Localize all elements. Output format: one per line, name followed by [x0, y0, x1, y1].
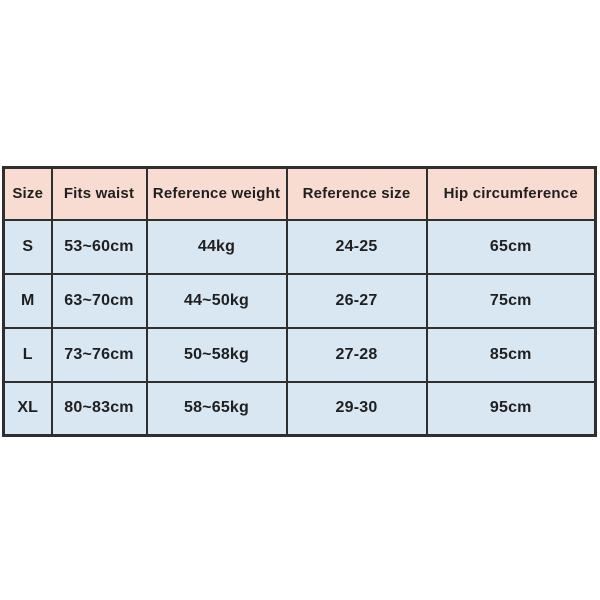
cell-hip-circumference: 85cm: [427, 328, 596, 382]
cell-fits-waist: 53~60cm: [52, 220, 147, 274]
cell-size: L: [4, 328, 52, 382]
column-header-reference-weight: Reference weight: [147, 168, 287, 220]
cell-size: M: [4, 274, 52, 328]
cell-hip-circumference: 65cm: [427, 220, 596, 274]
cell-fits-waist: 63~70cm: [52, 274, 147, 328]
cell-reference-weight: 58~65kg: [147, 382, 287, 436]
column-header-size: Size: [4, 168, 52, 220]
cell-fits-waist: 80~83cm: [52, 382, 147, 436]
row-l: [4, 328, 596, 382]
row-m: [4, 274, 596, 328]
cell-size: S: [4, 220, 52, 274]
column-header-fits-waist: Fits waist: [52, 168, 147, 220]
cell-size: XL: [4, 382, 52, 436]
cell-hip-circumference: 95cm: [427, 382, 596, 436]
header-row: [4, 168, 596, 220]
size-chart-table: [2, 166, 597, 437]
cell-fits-waist: 73~76cm: [52, 328, 147, 382]
column-header-reference-size: Reference size: [287, 168, 427, 220]
cell-reference-weight: 50~58kg: [147, 328, 287, 382]
cell-reference-weight: 44kg: [147, 220, 287, 274]
cell-reference-size: 27-28: [287, 328, 427, 382]
cell-reference-size: 24-25: [287, 220, 427, 274]
cell-reference-size: 26-27: [287, 274, 427, 328]
row-s: [4, 220, 596, 274]
column-header-hip-circumference: Hip circumference: [427, 168, 596, 220]
cell-reference-size: 29-30: [287, 382, 427, 436]
cell-hip-circumference: 75cm: [427, 274, 596, 328]
cell-reference-weight: 44~50kg: [147, 274, 287, 328]
row-xl: [4, 382, 596, 436]
